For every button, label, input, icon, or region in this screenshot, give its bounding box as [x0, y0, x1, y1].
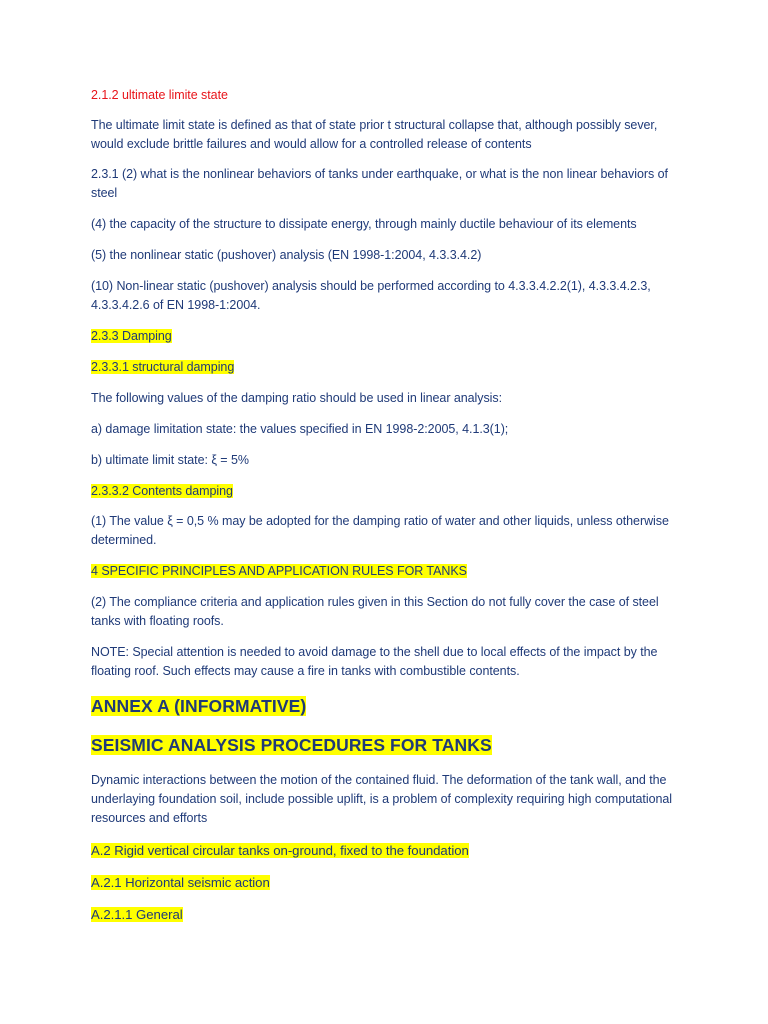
highlight-a211: A.2.1.1 General	[91, 907, 183, 922]
heading-2331-structural-damping	[91, 358, 687, 377]
heading-233-damping	[91, 327, 687, 346]
paragraph-note-floating-roof: NOTE: Special attention is needed to avoid damage to the shell due to local effects of the impact by the floating roof. Such effects may cause a fire in tanks with combustible contents.	[91, 645, 658, 678]
paragraph-damping-values: The following values of the damping ratio should be used in linear analysis:	[91, 391, 503, 405]
paragraph-dynamic-interactions: Dynamic interactions between the motion of the contained fluid. The deformation of the tank wall, and the underlaying foundation soil, include possible uplift, is a problem of complexity requiring high computational resources and efforts	[91, 773, 673, 825]
paragraph-item-1-liquid-damping: (1) The value ξ = 0,5 % may be adopted for the damping ratio of water and other liquids, unless otherwise determined.	[91, 514, 669, 547]
heading-2332-contents-damping	[91, 482, 687, 501]
highlight-2331: 2.3.3.1 structural damping	[91, 360, 235, 374]
paragraph-item-b: b) ultimate limit state: ξ = 5%	[91, 453, 249, 467]
heading-a2-rigid-tanks	[91, 841, 687, 861]
heading-annex-a	[91, 694, 687, 718]
heading-a211-general	[91, 905, 687, 925]
paragraph-item-5: (5) the nonlinear static (pushover) analysis (EN 1998-1:2004, 4.3.3.4.2)	[91, 248, 482, 262]
paragraph-231-question: 2.3.1 (2) what is the nonlinear behaviors of tanks under earthquake, or what is the non linear behaviors of steel	[91, 167, 668, 200]
section-heading-ultimate-limit-state: 2.1.2 ultimate limite state	[91, 88, 228, 102]
highlight-4: 4 SPECIFIC PRINCIPLES AND APPLICATION RULES FOR TANKS	[91, 564, 467, 578]
heading-4-specific-principles	[91, 562, 687, 581]
highlight-annex-a: ANNEX A (INFORMATIVE)	[91, 696, 307, 716]
heading-a21-horizontal-action	[91, 873, 687, 893]
paragraph-item-2-compliance: (2) The compliance criteria and application rules given in this Section do not fully cover the case of steel tanks with floating roofs.	[91, 595, 659, 628]
heading-seismic-analysis	[91, 733, 687, 757]
paragraph-item-a: a) damage limitation state: the values specified in EN 1998-2:2005, 4.1.3(1);	[91, 422, 509, 436]
highlight-a2: A.2 Rigid vertical circular tanks on-ground, fixed to the foundation	[91, 843, 469, 858]
highlight-a21: A.2.1 Horizontal seismic action	[91, 875, 270, 890]
highlight-233: 2.3.3 Damping	[91, 329, 172, 343]
highlight-2332: 2.3.3.2 Contents damping	[91, 484, 233, 498]
paragraph-item-4: (4) the capacity of the structure to dissipate energy, through mainly ductile behaviour of its elements	[91, 217, 637, 231]
paragraph-item-10: (10) Non-linear static (pushover) analysis should be performed according to 4.3.3.4.2.2(1), 4.3.3.4.2.3, 4.3.3.4.2.6 of EN 1998-1:2004.	[91, 279, 651, 312]
highlight-seismic-analysis: SEISMIC ANALYSIS PROCEDURES FOR TANKS	[91, 735, 492, 755]
paragraph-uls-definition: The ultimate limit state is defined as that of state prior t structural collapse that, although possibly sever, would exclude brittle failures and would allow for a controlled release of contents	[91, 118, 658, 151]
